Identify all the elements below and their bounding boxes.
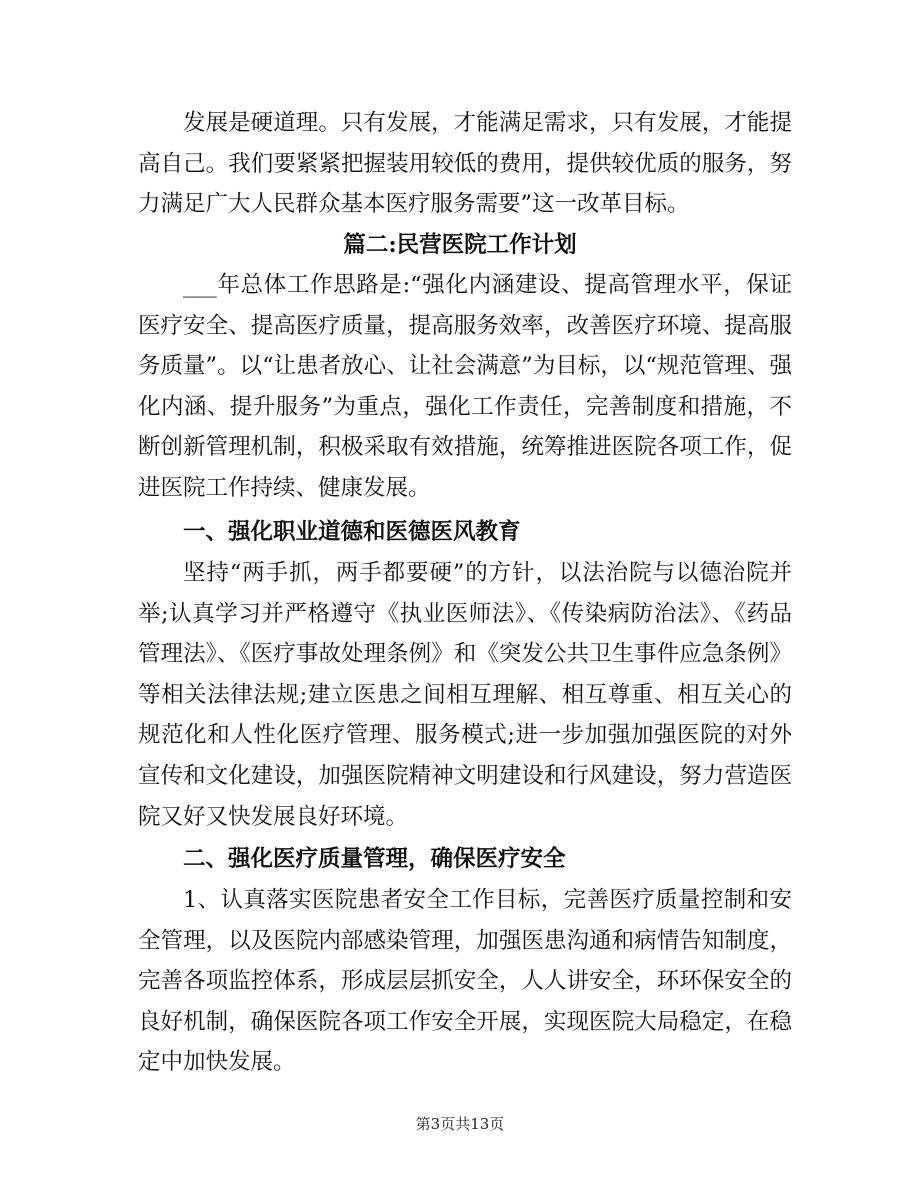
section-title: 篇二:民营医院工作计划 — [343, 232, 577, 258]
body-paragraph-overview: ___年总体工作思路是:“强化内涵建设、提高管理水平，保证医疗安全、提高医疗质量，提高服务效率，改善医疗环境、提高服务质量”。以“让患者放心、让社会满意”为目标，以“规范管理、强化内涵、提升服务”为重点，强化工作责任，完善制度和措施，不断创新管理机制，积极采取有效措施，统筹推进医院各项工作，促进医院工作持续、健康发展。 — [138, 272, 792, 501]
page-number-footer: 第3页共13页 — [415, 1115, 505, 1133]
section-heading-ethics: 一、强化职业道德和医德医风教育 — [183, 519, 521, 545]
body-paragraph-intro: 发展是硬道理。只有发展，才能满足需求，只有发展，才能提高自己。我们要紧紧把握装用较低的费用，提供较优质的服务，努力满足广大人民群众基本医疗服务需要”这一改革目标。 — [138, 110, 792, 218]
body-paragraph-quality: 1、认真落实医院患者安全工作目标，完善医疗质量控制和安全管理，以及医院内部感染管理，加强医患沟通和病情告知制度，完善各项监控体系，形成层层抓安全，人人讲安全，环环保安全的良好机制，确保医院各项工作安全开展，实现医院大局稳定，在稳定中加快发展。 — [138, 887, 792, 1076]
body-paragraph-ethics: 坚持“两手抓，两手都要硬”的方针，以法治院与以德治院并举;认真学习并严格遵守《执业医师法》、《传染病防治法》、《药品管理法》、《医疗事故处理条例》和《突发公共卫生事件应急条例》等相关法律法规;建立医患之间相互理解、相互尊重、相互关心的规范化和人性化医疗管理、服务模式;进一步加强加强医院的对外宣传和文化建设，加强医院精神文明建设和行风建设，努力营造医院又好又快发展良好环境。 — [138, 560, 792, 830]
section-heading-quality: 二、强化医疗质量管理，确保医疗安全 — [183, 846, 566, 872]
